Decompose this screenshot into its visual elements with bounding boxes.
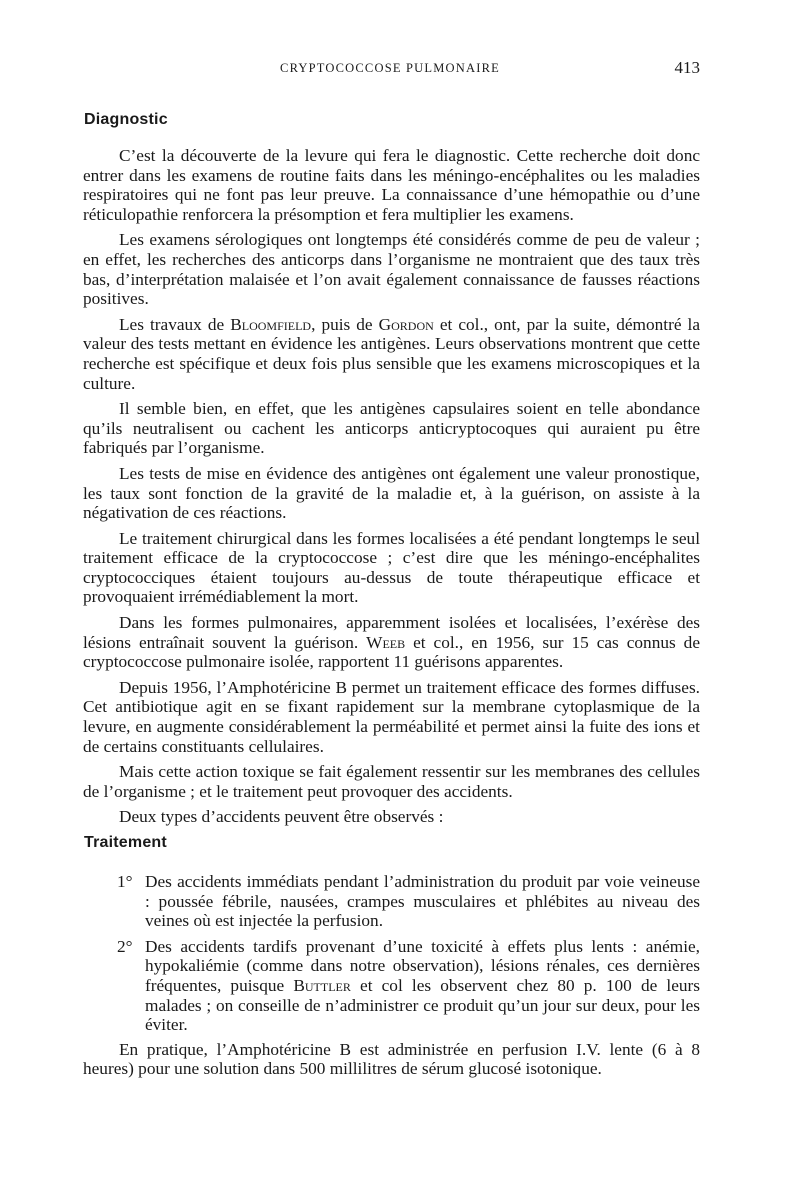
list-item-number: 2° <box>117 936 133 956</box>
list-item <box>83 937 700 1035</box>
paragraph: Le traitement chirurgical dans les formes localisées a été pendant longtemps le seul traitement efficace de la cryptococcose ; c’est dire que les méningo-encéphalites cryptococciques étaient toujours au-dessus de toute thérapeutique efficace et provoquaient irrémédiablement la mort. <box>83 528 700 607</box>
paragraph <box>83 613 700 672</box>
list-item <box>83 872 700 931</box>
paragraph: Mais cette action toxique se fait également ressentir sur les membranes des cellules de l’organisme ; et le traitement peut provoquer des accidents. <box>83 762 700 801</box>
paragraph: Deux types d’accidents peuvent être observés : <box>119 807 444 827</box>
running-title: CRYPTOCOCCOSE PULMONAIRE <box>280 61 500 75</box>
paragraph-text: et col., ont, par la suite, démontré la valeur des tests mettant en évidence les antigènes. Leurs observations montrent que cette recherche est spécifique et deux fois plus sensible que les examens microscopiques et la culture. <box>83 314 701 393</box>
paragraph-text: , puis de <box>311 314 379 334</box>
list-item-text: et col les observent chez 80 p. 100 de leurs malades ; on conseille de n’administrer ce produit qu’un jour sur deux, pour les éviter. <box>145 975 700 1035</box>
running-header <box>80 58 700 78</box>
paragraph: En pratique, l’Amphotéricine B est administrée en perfusion I.V. lente (6 à 8 heures) pour une solution dans 500 millilitres de sérum glucosé isotonique. <box>83 1039 700 1079</box>
diagnostic-heading: Diagnostic <box>84 111 168 128</box>
traitement-section <box>83 872 700 1079</box>
paragraph: Il semble bien, en effet, que les antigènes capsulaires soient en telle abondance qu’ils neutralisent ou cachent les anticorps anticryptocoques qui auraient pu être fabriqués par l’organisme. <box>83 399 700 458</box>
author-name: Bloomfield <box>230 314 312 334</box>
paragraph-text: Les examens sérologiques ont longtemps été considérés comme de peu de valeur ; en effet, les recherches des anticorps dans l’organisme ne montraient que des taux très bas, d’interprétation malaisée et l’on avait également connaissance de fausses réactions positives. <box>83 230 700 309</box>
paragraph: C’est la découverte de la levure qui fera le diagnostic. Cette recherche doit donc entrer dans les examens de routine faits dans les méningo-encéphalites ou les maladies respiratoires qui ne font pas leur preuve. La connaissance d’une hémopathie ou d’une réticulopathie renforcera la présomption et fera multiplier les examens. <box>83 146 700 224</box>
paragraph: Depuis 1956, l’Amphotéricine B permet un traitement efficace des formes diffuses. Cet antibiotique agit en se fixant rapidement sur la membrane cytoplasmique de la levure, en augmente considérablement la perméabilité et permet ainsi la fuite des ions et de certains constituants cellulaires. <box>83 677 700 756</box>
diagnostic-section <box>83 146 700 827</box>
paragraph-text: Les travaux de <box>119 314 231 334</box>
list-item-number: 1° <box>117 872 133 891</box>
traitement-heading: Traitement <box>84 834 167 851</box>
paragraph-text: Dans les formes pulmonaires, apparemment isolées et localisées, l’exérèse des lésions entraînait souvent la guérison. <box>83 613 700 652</box>
list-item-text: Des accidents immédiats pendant l’administration du produit par voie veineuse : poussée fébrile, nausées, crampes musculaires et phlébites au niveau des veines où est injectée la perfusion. <box>145 872 700 931</box>
author-name: Buttler <box>293 975 351 995</box>
author-name: Weeb <box>366 632 406 652</box>
paragraph-text: et col., en 1956, sur 15 cas connus de cryptococcose pulmonaire isolée, rapportent 11 guérisons apparentes. <box>83 632 700 672</box>
author-name: Gordon <box>378 314 434 334</box>
accident-list <box>83 872 700 1035</box>
paragraph <box>83 230 700 308</box>
paragraph <box>83 315 700 393</box>
paragraph: Les tests de mise en évidence des antigènes ont également une valeur pronostique, les taux sont fonction de la gravité de la maladie et, à la guérison, on assiste à la négativation de ces réactions. <box>83 463 700 523</box>
list-item-text: Des accidents tardifs provenant d’une toxicité à effets plus lents : anémie, hypokaliémie (comme dans notre observation), lésions rénales, ces dernières fréquentes, puisque <box>145 936 700 995</box>
page-number: 413 <box>674 58 700 77</box>
